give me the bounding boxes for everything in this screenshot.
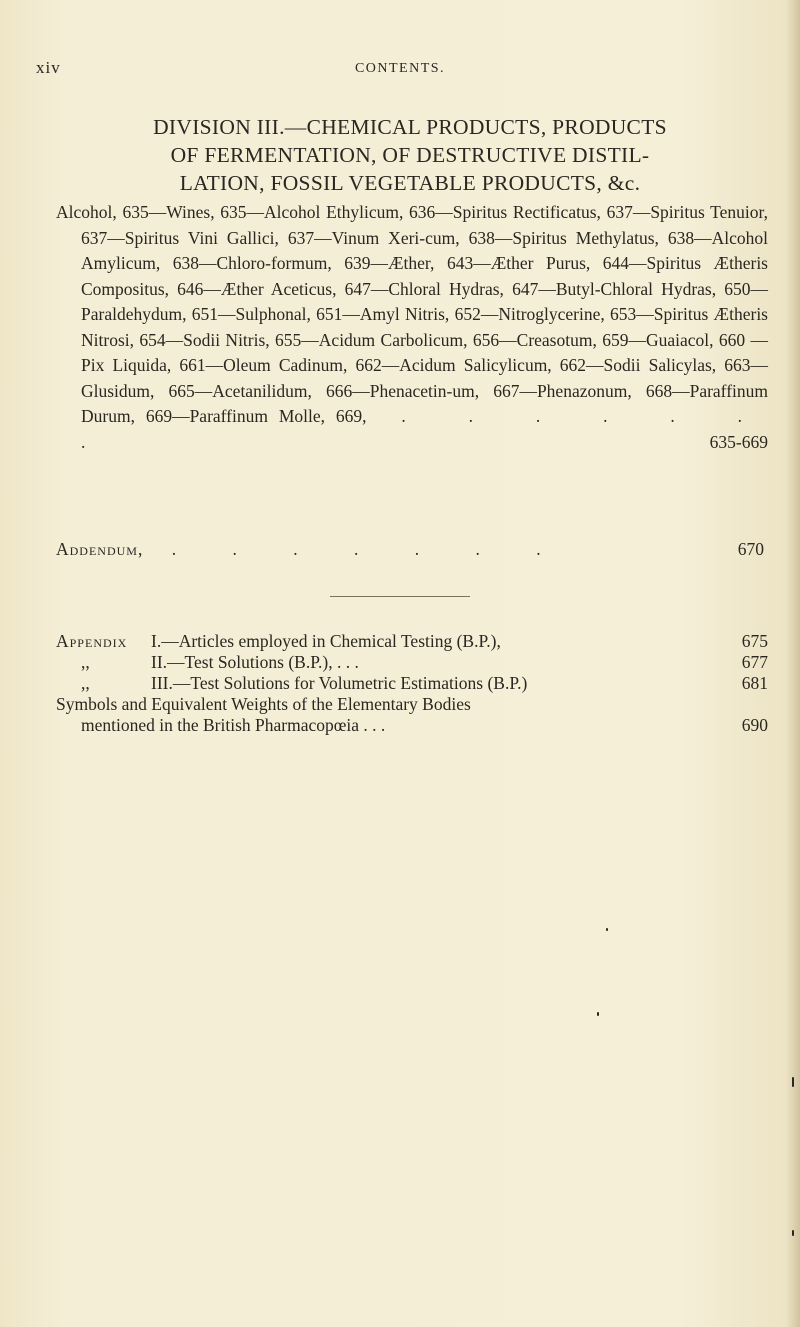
appendix-row bbox=[56, 631, 768, 652]
page-header bbox=[0, 58, 800, 82]
division-title-line: OF FERMENTATION, OF DESTRUCTIVE DISTIL- bbox=[170, 143, 650, 167]
division-title-line: LATION, FOSSIL VEGETABLE PRODUCTS, &c. bbox=[179, 171, 641, 195]
symbols-line: Symbols and Equivalent Weights of the Elementary Bodies bbox=[56, 694, 471, 714]
appendix-title: II.—Test Solutions (B.P.), . . . bbox=[151, 652, 359, 672]
division-title-line: DIVISION III.—CHEMICAL PRODUCTS, PRODUCTS bbox=[153, 115, 667, 139]
appendix-title: I.—Articles employed in Chemical Testing (B.P.), bbox=[151, 631, 501, 651]
symbols-page: 690 bbox=[741, 715, 768, 735]
appendix-label: Appendix bbox=[56, 631, 128, 651]
division-contents bbox=[56, 200, 768, 455]
appendix-section bbox=[56, 631, 768, 736]
appendix-row bbox=[56, 652, 768, 673]
leader-dots: . . . . . . . bbox=[81, 406, 769, 452]
ditto-mark: ,, bbox=[81, 652, 90, 672]
division-title bbox=[60, 113, 760, 197]
page-number: xiv bbox=[36, 58, 61, 77]
ink-speck bbox=[792, 1077, 794, 1087]
division-entries bbox=[56, 200, 768, 455]
running-head: CONTENTS. bbox=[354, 61, 446, 76]
symbols-entry bbox=[56, 694, 768, 736]
entries-text: Alcohol, 635—Wines, 635—Alcohol Ethylicum, 636—Spiritus Rectificatus, 637—Spiritus Tenuior, 637—Spiritus Vini Gallici, 637—Vinum Xeri-cum, 638—Spiritus Methylatus, 638—Alcohol Amylicum, 638—Chloro-formum, 639—Æther, 643—Æther Purus, 644—Spiritus Ætheris Compositus, 646—Æther Aceticus, 647—Chloral Hydras, 647—Butyl-Chloral Hydras, 650—Paraldehydum, 651—Sulphonal, 651—Amyl Nitris, 652—Nitroglycerine, 653—Spiritus Ætheris Nitrosi, 654—Sodii Nitris, 655—Acidum Carbolicum, 656—Creasotum, 659—Guaiacol, 660 —Pix Liquida, 661—Oleum Cadinum, 662—Acidum Salicylicum, 662—Sodii Salicylas, 663—Glusidum, 665—Acetanilidum, 666—Phenacetin-um, 667—Phenazonum, 668—Paraffinum Durum, 669—Paraffinum Molle, 669, bbox=[56, 202, 768, 426]
appendix-page: 675 bbox=[741, 631, 768, 651]
page-range: 635-669 bbox=[709, 431, 768, 452]
addendum-entry bbox=[56, 539, 768, 560]
appendix-page: 677 bbox=[741, 652, 768, 672]
appendix-row bbox=[56, 673, 768, 694]
addendum-label: Addendum, bbox=[56, 539, 144, 559]
appendix-page: 681 bbox=[741, 673, 768, 693]
section-divider bbox=[330, 596, 470, 597]
leader-dots: . . . . . . . bbox=[171, 539, 567, 559]
appendix-title: III.—Test Solutions for Volumetric Estimations (B.P.) bbox=[151, 673, 528, 693]
ink-speck bbox=[597, 1012, 599, 1016]
addendum-page: 670 bbox=[737, 539, 764, 559]
ink-speck bbox=[792, 1230, 794, 1236]
ink-speck bbox=[606, 928, 608, 931]
ditto-mark: ,, bbox=[81, 673, 90, 693]
page-edge-shadow bbox=[786, 0, 800, 1327]
symbols-line: mentioned in the British Pharmacopœia . . . bbox=[81, 715, 386, 735]
